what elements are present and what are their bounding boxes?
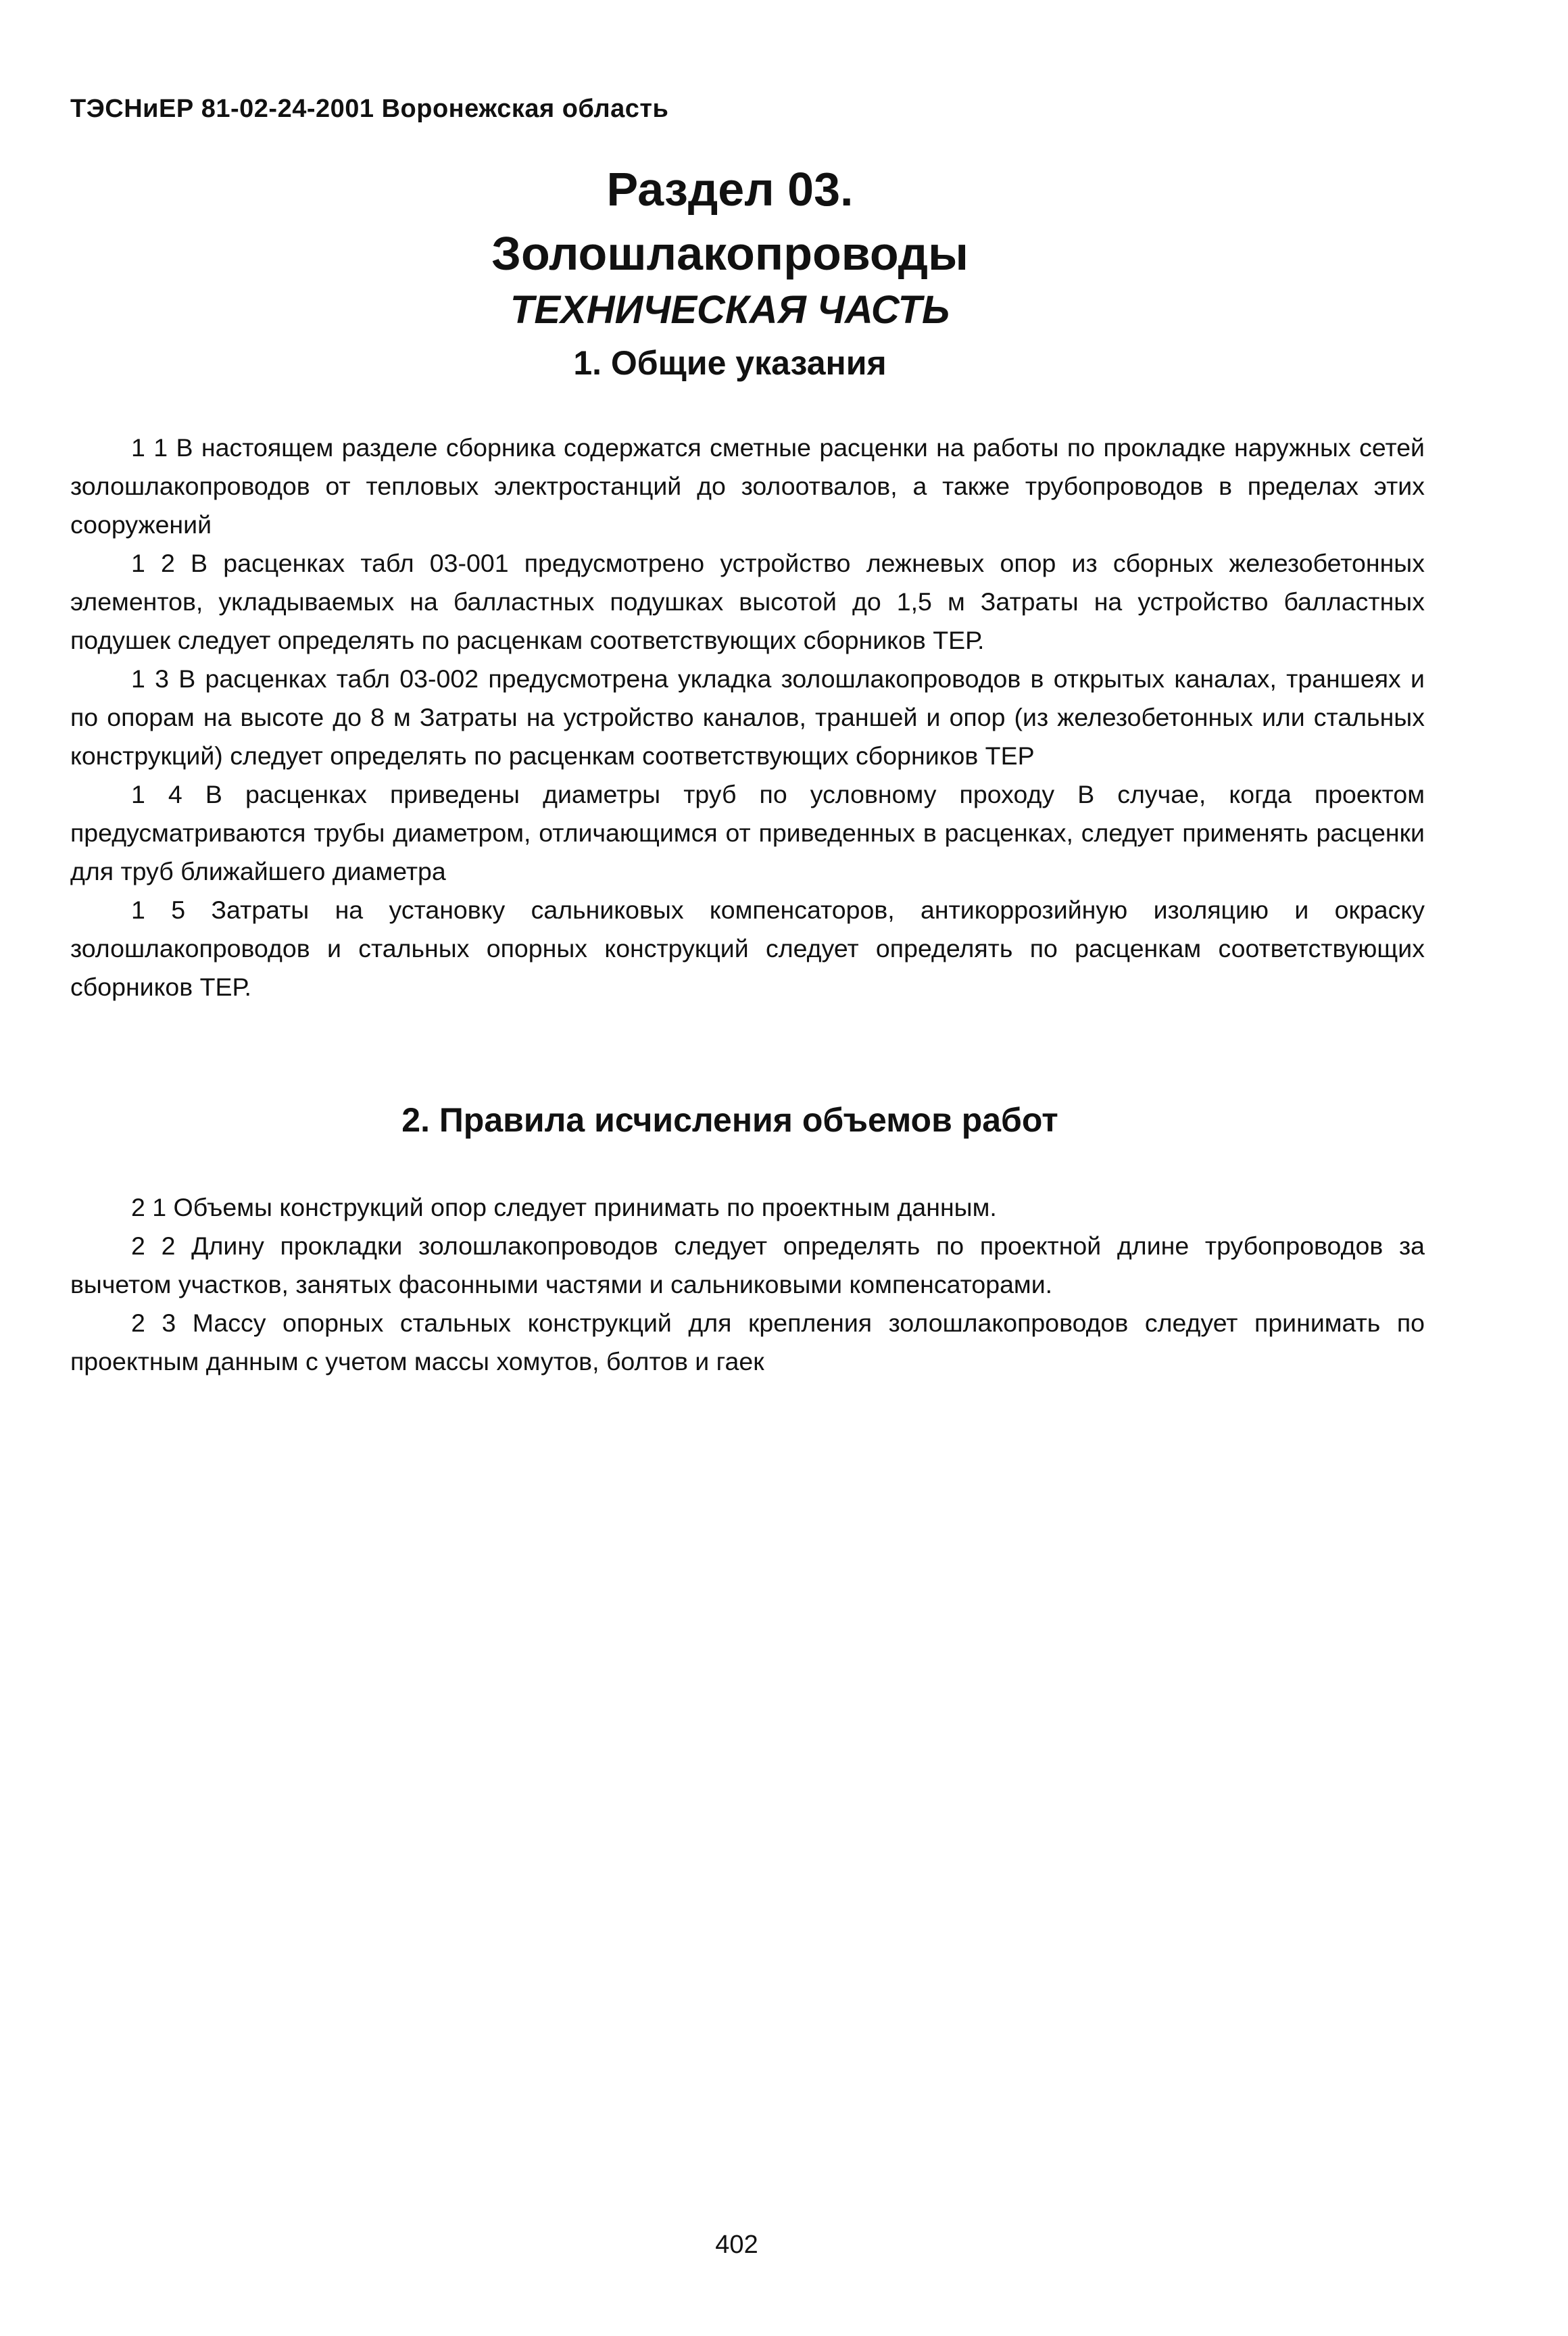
paragraph-1-1: 1 1 В настоящем разделе сборника содержатся сметные расценки на работы по прокладке наружных сетей золошлакопроводов от тепловых электростанций до золоотвалов, а также трубопроводов в пределах этих сооружений [70,433,1425,539]
chapter-1-heading: 1. Общие указания [573,344,887,382]
part-title: ТЕХНИЧЕСКАЯ ЧАСТЬ [510,288,950,332]
paragraph-2-1: 2 1 Объемы конструкций опор следует принимать по проектным данным. [131,1193,997,1221]
paragraph-1-3: 1 3 В расценках табл 03-002 предусмотрена укладка золошлакопроводов в открытых каналах, траншеях и по опорам на высоте до 8 м Затраты на устройство каналов, траншей и опор (из железобетонных или стальных конструкций) следует определять по расценкам соответствующих сборников ТЕР [70,664,1425,770]
paragraph-1-2: 1 2 В расценках табл 03-001 предусмотрено устройство лежневых опор из сборных железобетонных элементов, укладываемых на балластных подушках высотой до 1,5 м Затраты на устройство балластных подушек следует определять по расценкам соответствующих сборников ТЕР. [70,549,1425,654]
document-code-header: ТЭСНиЕР 81-02-24-2001 Воронежская область [70,95,669,123]
chapter-2-heading: 2. Правила исчисления объемов работ [401,1101,1058,1139]
paragraph-2-2: 2 2 Длину прокладки золошлакопроводов следует определять по проектной длине трубопроводов за вычетом участков, занятых фасонными частями и сальниковыми компенсаторами. [70,1232,1425,1298]
chapter-2-body [70,1188,1425,1381]
paragraph-1-4: 1 4 В расценках приведены диаметры труб по условному проходу В случае, когда проектом предусматриваются трубы диаметром, отличающимся от приведенных в расценках, следует применять расценки для труб ближайшего диаметра [70,780,1425,885]
section-title: Раздел 03. [606,163,854,216]
paragraph-2-3: 2 3 Массу опорных стальных конструкций для крепления золошлакопроводов следует принимать по проектным данным с учетом массы хомутов, болтов и гаек [70,1309,1425,1376]
section-subtitle: Золошлакопроводы [491,227,969,280]
page-number: 402 [715,2231,758,2259]
paragraph-1-5: 1 5 Затраты на установку сальниковых компенсаторов, антикоррозийную изоляцию и окраску золошлакопроводов и стальных опорных конструкций следует определять по расценкам соответствующих сборников ТЕР. [70,896,1425,1001]
chapter-1-body [70,429,1425,1006]
